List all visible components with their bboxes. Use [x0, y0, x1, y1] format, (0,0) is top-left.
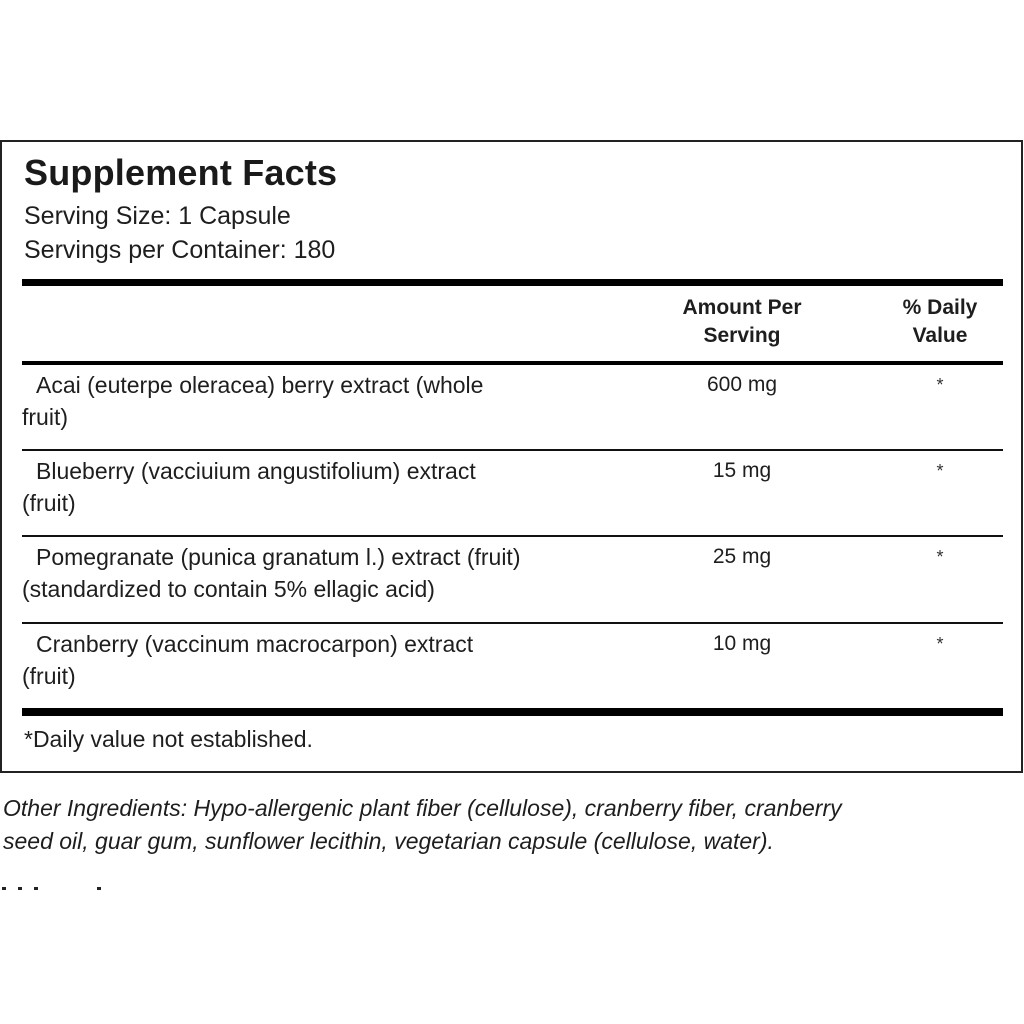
- thick-divider-bottom: [22, 708, 1003, 716]
- table-row: [22, 537, 1003, 621]
- column-header-amount-line1: Amount Per: [682, 296, 802, 319]
- ingredient-name-line2: (standardized to contain 5% ellagic acid): [22, 576, 435, 602]
- column-header-dv-line2: Value: [912, 324, 968, 347]
- other-ingredients-line1: Other Ingredients: Hypo-allergenic plant fiber (cellulose), cranberry fiber, cranberry: [3, 795, 842, 821]
- ingredient-name: [22, 628, 622, 692]
- table-row: [22, 365, 1003, 449]
- column-header-amount: [642, 294, 842, 350]
- ingredient-daily-value: *: [936, 375, 944, 395]
- column-header-daily-value: [870, 294, 1010, 350]
- ingredient-daily-value: *: [936, 547, 944, 567]
- other-ingredients: [3, 792, 1003, 858]
- other-ingredients-line2: seed oil, guar gum, sunflower lecithin, vegetarian capsule (cellulose, water).: [3, 828, 774, 854]
- fragment-dot: [2, 887, 6, 890]
- ingredient-daily-value: *: [936, 461, 944, 481]
- ingredient-amount: 10 mg: [712, 632, 772, 655]
- column-header-amount-line2: Serving: [703, 324, 781, 347]
- supplement-facts-panel: [0, 140, 1023, 773]
- servings-per-container: Servings per Container: 180: [24, 236, 336, 264]
- table-row: [22, 451, 1003, 535]
- table-row: [22, 624, 1003, 708]
- ingredient-name-line1: Blueberry (vacciuium angustifolium) extract: [36, 458, 476, 484]
- column-header-dv-line1: % Daily: [902, 296, 978, 319]
- ingredient-name: [22, 541, 622, 605]
- ingredient-amount: 600 mg: [706, 373, 778, 396]
- panel-title: Supplement Facts: [24, 152, 338, 193]
- ingredient-name-line1: Cranberry (vaccinum macrocarpon) extract: [36, 631, 474, 657]
- ingredient-amount: 15 mg: [712, 459, 772, 482]
- fragment-dot: [34, 887, 38, 890]
- ingredient-amount: 25 mg: [712, 545, 772, 568]
- ingredient-name-line1: Acai (euterpe oleracea) berry extract (whole: [36, 372, 484, 398]
- ingredient-name-line2: (fruit): [22, 663, 76, 689]
- thick-divider-top: [22, 279, 1003, 286]
- fragment-dot: [97, 887, 101, 890]
- ingredient-name-line2: (fruit): [22, 490, 76, 516]
- daily-value-footnote: *Daily value not established.: [24, 726, 313, 752]
- ingredient-daily-value: *: [936, 634, 944, 654]
- ingredient-name-line2: fruit): [22, 404, 68, 430]
- ingredient-name-line1: Pomegranate (punica granatum l.) extract (fruit): [36, 544, 521, 570]
- serving-size: Serving Size: 1 Capsule: [24, 202, 291, 230]
- fragment-dot: [18, 887, 22, 890]
- ingredient-name: [22, 369, 622, 433]
- ingredient-name: [22, 455, 622, 519]
